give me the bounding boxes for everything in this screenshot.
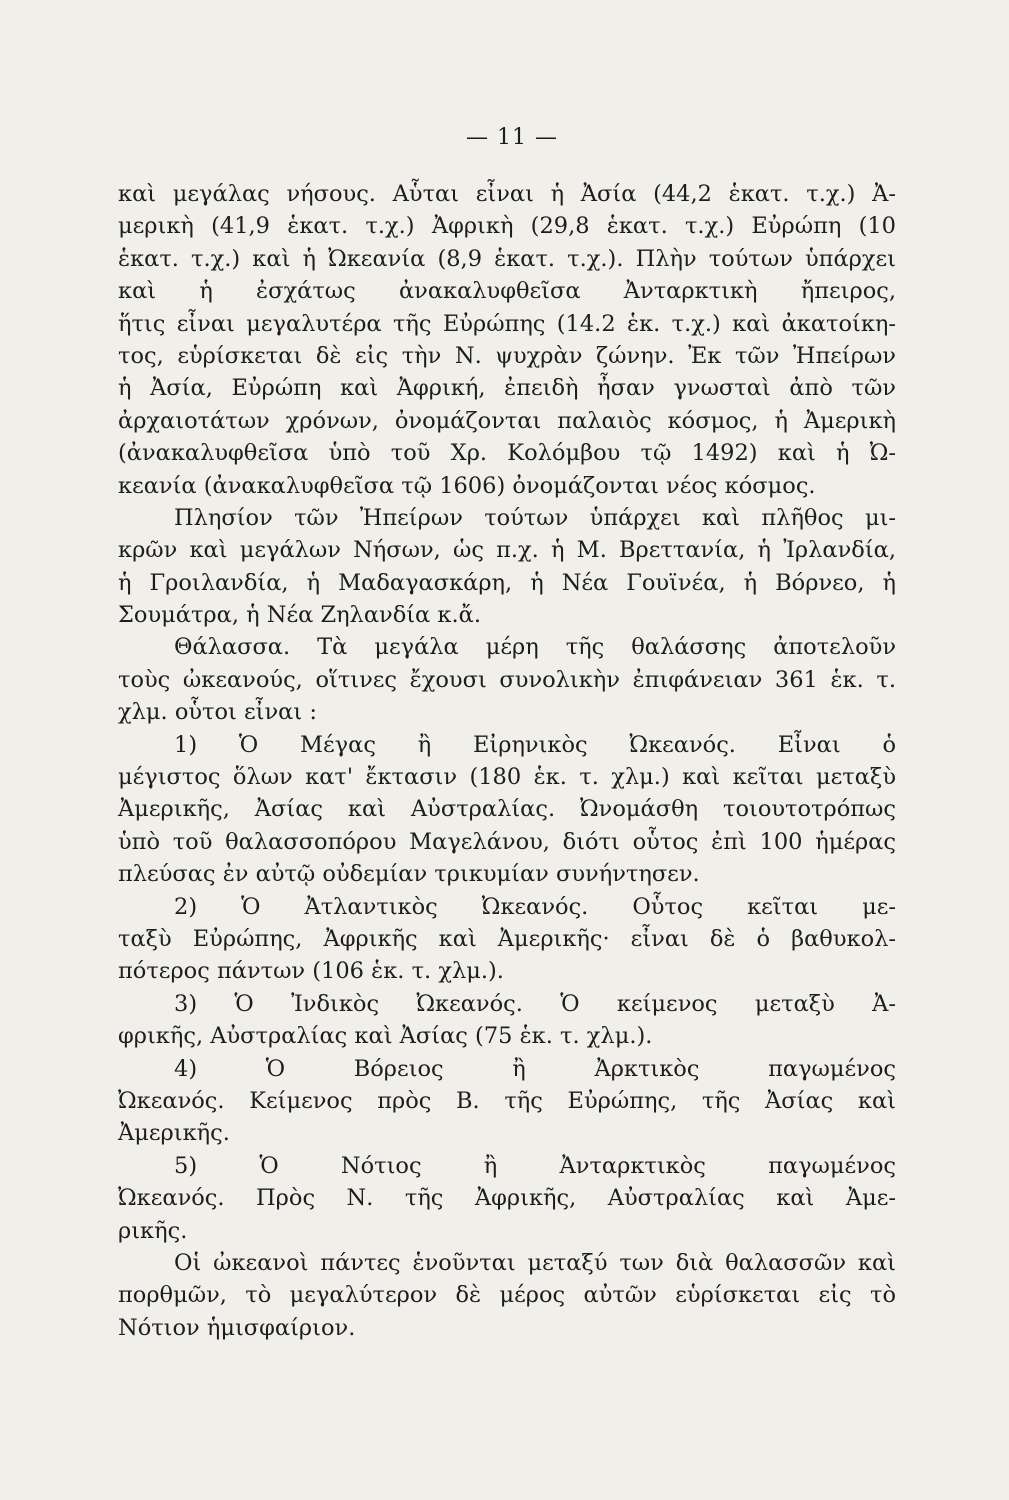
text-line: καὶ ἡ ἐσχάτως ἀνακαλυφθεῖσα Ἀνταρκτικὴ ἤπειρος, bbox=[118, 278, 896, 305]
text-line: ἀρχαιοτάτων χρόνων, ὀνομάζονται παλαιὸς κόσμος, ἡ Ἀμερικὴ bbox=[118, 407, 896, 434]
text-line: ἡ Γροιλανδία, ἡ Μαδαγασκάρη, ἡ Νέα Γουϊνέα, ἡ Βόρνεο, ἡ bbox=[118, 569, 896, 596]
text-line: Πλησίον τῶν Ἠπείρων τούτων ὑπάρχει καὶ πλῆθος μι- bbox=[174, 504, 896, 531]
text-line: 5) Ὁ Νότιος ἢ Ἀνταρκτικὸς παγωμένος bbox=[174, 1152, 896, 1179]
text-line: Οἱ ὠκεανοὶ πάντες ἑνοῦνται μεταξύ των διὰ θαλασσῶν καὶ bbox=[174, 1249, 896, 1276]
text-line: Ὠκεανός. Κείμενος πρὸς Β. τῆς Εὐρώπης, τῆς Ἀσίας καὶ bbox=[118, 1087, 896, 1114]
text-line: μέγιστος ὅλων κατ' ἔκτασιν (180 ἑκ. τ. χλμ.) καὶ κεῖται μεταξὺ bbox=[118, 764, 896, 791]
page-number: — 11 — bbox=[466, 125, 558, 150]
text-line: ὑπὸ τοῦ θαλασσοπόρου Μαγελάνου, διότι οὗτος ἐπὶ 100 ἡμέρας bbox=[118, 828, 896, 855]
text-line: πλεύσας ἐν αὐτῷ οὐδεμίαν τρικυμίαν συνήντησεν. bbox=[118, 861, 700, 888]
text-line: 3) Ὁ Ἰνδικὸς Ὠκεανός. Ὁ κείμενος μεταξὺ Ἀ- bbox=[174, 990, 896, 1017]
text-line: τοὺς ὠκεανούς, οἵτινες ἔχουσι συνολικὴν ἐπιφάνειαν 361 ἑκ. τ. bbox=[118, 666, 896, 693]
book-page bbox=[118, 125, 896, 1344]
text-line: 2) Ὁ Ἀτλαντικὸς Ὠκεανός. Οὗτος κεῖται με- bbox=[174, 893, 896, 920]
text-line: πότερος πάντων (106 ἑκ. τ. χλμ.). bbox=[118, 958, 504, 985]
text-line: πορθμῶν, τὸ μεγαλύτερον δὲ μέρος αὐτῶν εὑρίσκεται εἰς τὸ bbox=[118, 1282, 896, 1309]
text-line: ἡ Ἀσία, Εὐρώπη καὶ Ἀφρική, ἐπειδὴ ἦσαν γνωσταὶ ἀπὸ τῶν bbox=[118, 375, 896, 402]
text-line: χλμ. οὗτοι εἶναι : bbox=[118, 699, 317, 726]
page-text bbox=[118, 178, 896, 1344]
text-line: τος, εὑρίσκεται δὲ εἰς τὴν Ν. ψυχρὰν ζώνην. Ἐκ τῶν Ἠπείρων bbox=[118, 342, 896, 369]
text-line: Ὠκεανός. Πρὸς Ν. τῆς Ἀφρικῆς, Αὐστραλίας καὶ Ἀμε- bbox=[118, 1185, 896, 1212]
text-line: κεανία (ἀνακαλυφθεῖσα τῷ 1606) ὀνομάζονται νέος κόσμος. bbox=[118, 472, 816, 499]
text-line: ρικῆς. bbox=[118, 1217, 188, 1244]
text-line: Θάλασσα. Τὰ μεγάλα μέρη τῆς θαλάσσης ἀποτελοῦν bbox=[174, 634, 896, 661]
text-line: Ἀμερικῆς. bbox=[118, 1120, 230, 1147]
text-line: φρικῆς, Αὐστραλίας καὶ Ἀσίας (75 ἑκ. τ. χλμ.). bbox=[118, 1023, 653, 1050]
text-line: ταξὺ Εὐρώπης, Ἀφρικῆς καὶ Ἀμερικῆς· εἶναι δὲ ὁ βαθυκολ- bbox=[118, 925, 896, 952]
text-line: καὶ μεγάλας νήσους. Αὗται εἶναι ἡ Ἀσία (44,2 ἑκατ. τ.χ.) Ἀ- bbox=[118, 181, 896, 207]
text-line: 1) Ὁ Μέγας ἢ Εἰρηνικὸς Ὠκεανός. Εἶναι ὁ bbox=[174, 731, 896, 758]
text-line: ἑκατ. τ.χ.) καὶ ἡ Ὠκεανία (8,9 ἑκατ. τ.χ.). Πλὴν τούτων ὑπάρχει bbox=[118, 245, 896, 272]
text-line: Ἀμερικῆς, Ἀσίας καὶ Αὐστραλίας. Ὠνομάσθη τοιουτοτρόπως bbox=[118, 796, 896, 823]
text-line: ἥτις εἶναι μεγαλυτέρα τῆς Εὐρώπης (14.2 ἑκ. τ.χ.) καὶ ἀκατοίκη- bbox=[118, 310, 896, 337]
text-line: κρῶν καὶ μεγάλων Νήσων, ὡς π.χ. ἡ Μ. Βρεττανία, ἡ Ἰρλανδία, bbox=[118, 537, 896, 564]
text-line: Σουμάτρα, ἡ Νέα Ζηλανδία κ.ἄ. bbox=[118, 602, 481, 629]
text-line: μερικὴ (41,9 ἑκατ. τ.χ.) Ἀφρικὴ (29,8 ἑκατ. τ.χ.) Εὐρώπη (10 bbox=[118, 213, 896, 240]
text-line: Νότιον ἡμισφαίριον. bbox=[118, 1314, 356, 1341]
text-line: (ἀνακαλυφθεῖσα ὑπὸ τοῦ Χρ. Κολόμβου τῷ 1492) καὶ ἡ Ὠ- bbox=[118, 440, 896, 467]
text-line: 4) Ὁ Βόρειος ἢ Ἀρκτικὸς παγωμένος bbox=[174, 1055, 896, 1082]
